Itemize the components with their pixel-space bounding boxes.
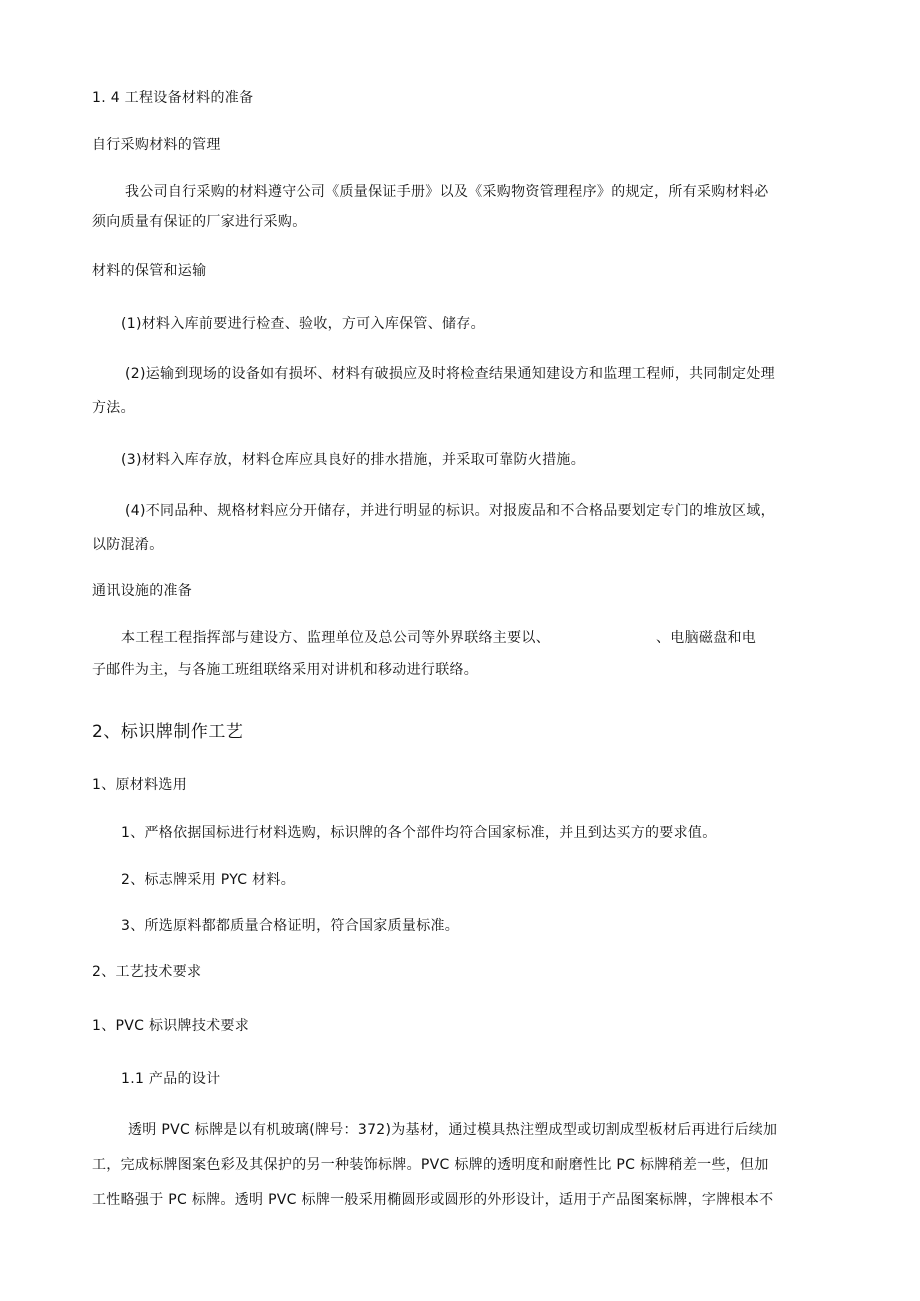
tech-requirements-title: 2、工艺技术要求 [92, 964, 202, 980]
product-design-title: 1.1 产品的设计 [121, 1071, 221, 1087]
paragraph-communication-line-2: 子邮件为主，与各施工班组联络采用对讲机和移动进行联络。 [92, 662, 479, 678]
subheading-storage: 材料的保管和运输 [92, 263, 207, 279]
design-paragraph-line-3: 工性略强于 PC 标牌。透明 PVC 标牌一般采用椭圆形或圆形的外形设计，适用于产品图案标牌，字牌根本不 [92, 1192, 774, 1208]
list-item-4-line-2: 以防混淆。 [92, 537, 164, 553]
communication-text-a: 本工程工程指挥部与建设方、监理单位及总公司等外界联络主要以、 [121, 630, 550, 646]
subheading-communication: 通讯设施的准备 [92, 583, 193, 599]
list-item-1: (1)材料入库前要进行检查、验收，方可入库保管、储存。 [121, 316, 485, 332]
raw-material-item-1: 1、严格依据国标进行材料选购，标识牌的各个部件均符合国家标准，并且到达买方的要求值。 [121, 825, 717, 841]
raw-material-item-2: 2、标志牌采用 PYC 材料。 [121, 872, 296, 888]
list-item-4-line-1: (4)不同品种、规格材料应分开储存，并进行明显的标识。对报废品和不合格品要划定专门的堆放区域， [125, 503, 775, 519]
design-paragraph-line-2: 工，完成标牌图案色彩及其保护的另一种装饰标牌。PVC 标牌的透明度和耐磨性比 PC 标牌稍差一些，但加 [92, 1157, 769, 1173]
list-item-2-line-2: 方法。 [92, 400, 135, 416]
raw-material-item-3: 3、所选原料都都质量合格证明，符合国家质量标准。 [121, 918, 460, 934]
list-item-2-line-1: (2)运输到现场的设备如有损坏、材料有破损应及时将检查结果通知建设方和监理工程师，共同制定处理 [125, 366, 775, 382]
communication-text-b: 、电脑磁盘和电 [656, 630, 757, 646]
design-paragraph-line-1: 透明 PVC 标牌是以有机玻璃(牌号：372)为基材，通过模具热注塑成型或切割成型板材后再进行后续加 [128, 1122, 778, 1138]
raw-material-title: 1、原材料选用 [92, 777, 188, 793]
paragraph-purchase-line-2: 须向质量有保证的厂家进行采购。 [92, 214, 307, 230]
subheading-purchase: 自行采购材料的管理 [92, 137, 221, 153]
paragraph-purchase-line-1: 我公司自行采购的材料遵守公司《质量保证手册》以及《采购物资管理程序》的规定，所有采购材料必 [125, 184, 769, 200]
list-item-3: (3)材料入库存放，材料仓库应具良好的排水措施，并采取可靠防火措施。 [121, 452, 586, 468]
section-heading-1-4: 1. 4 工程设备材料的准备 [92, 90, 254, 106]
section-heading-2: 2、标识牌制作工艺 [92, 722, 244, 742]
pvc-requirements-title: 1、PVC 标识牌技术要求 [92, 1018, 250, 1034]
paragraph-communication-line-1 [121, 628, 756, 648]
